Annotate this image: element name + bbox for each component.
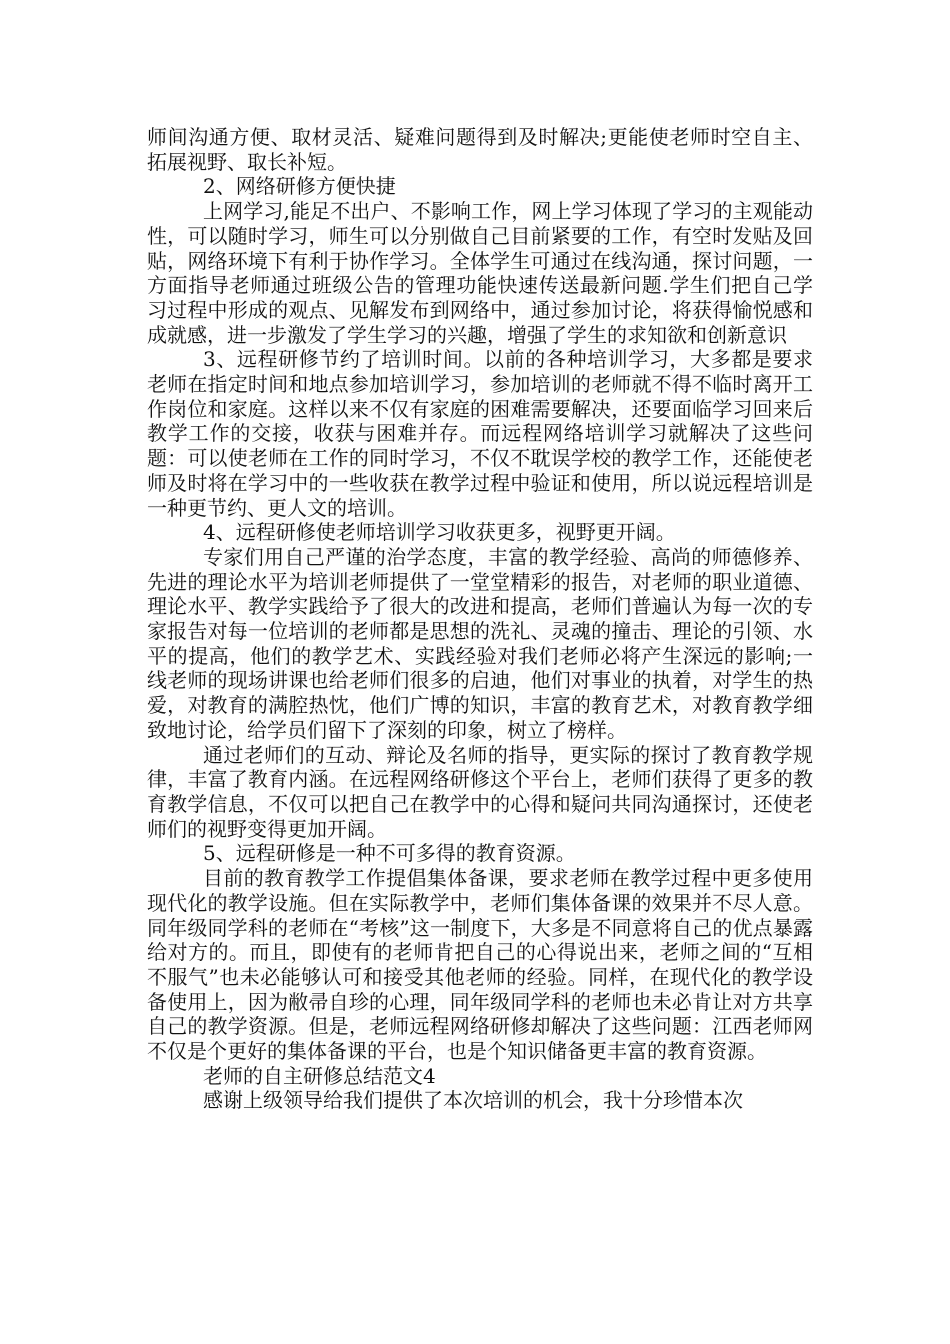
paragraph-interaction: 通过老师们的互动、辩论及名师的指导，更实际的探讨了教育教学规律，丰富了教育内涵。在远程网络研修这个平台上，老师们获得了更多的教育教学信息，不仅可以把自己在教学中的心得和疑问共同沟通探讨，还使老师们的视野变得更加开阔。 [147, 742, 813, 841]
paragraph-continuation: 师间沟通方便、取材灵活、疑难问题得到及时解决;更能使老师时空自主、拓展视野、取长补短。 [147, 125, 813, 174]
section-heading-5: 5、远程研修是一种不可多得的教育资源。 [203, 841, 576, 866]
section-heading-4: 4、远程研修使老师培训学习收获更多，视野更开阔。 [203, 520, 676, 545]
section-heading-2: 2、网络研修方便快捷 [203, 174, 396, 199]
paragraph-experts: 专家们用自己严谨的治学态度，丰富的教学经验、高尚的师德修养、先进的理论水平为培训老师提供了一堂堂精彩的报告，对老师的职业道德、理论水平、教学实践给予了很大的改进和提高，老师们普遍认为每一次的专家报告对每一位培训的老师都是思想的洗礼、灵魂的撞击、理论的引领、水平的提高，他们的教学艺术、实践经验对我们老师必将产生深远的影响;一线老师的现场讲课也给老师们很多的启迪，他们对事业的执着，对学生的热爱，对教育的满腔热忱，他们广博的知识，丰富的教育艺术，对教育教学细致地讨论，给学员们留下了深刻的印象，树立了榜样。 [147, 544, 813, 742]
paragraph-thanks: 感谢上级领导给我们提供了本次培训的机会，我十分珍惜本次 [203, 1088, 743, 1113]
paragraph-collective-lesson-prep: 目前的教育教学工作提倡集体备课，要求老师在教学过程中更多使用现代化的教学设施。但在实际教学中，老师们集体备课的效果并不尽人意。同年级同学科的老师在“考核”这一制度下，大多是不同意将自己的优点暴露给对方的。而且，即使有的老师肯把自己的心得说出来，老师之间的“互相不服气”也未必能够认可和接受其他老师的经验。同样，在现代化的教学设备使用上，因为敝帚自珍的心理，同年级同学科的老师也未必肯让对方共享自己的教学资源。但是，老师远程网络研修却解决了这些问题：江西老师网不仅是个更好的集体备课的平台，也是个知识储备更丰富的教育资源。 [147, 866, 813, 1064]
section-heading-3: 3、远程研修节约了培训时间。以前的各种培训学习，大多都是要求老师在指定时间和地点参加培训学习，参加培训的老师就不得不临时离开工作岗位和家庭。这样以来不仅有家庭的困难需要解决，还要面临学习回来后教学工作的交接，收获与困难并存。而远程网络培训学习就解决了这些问题：可以使老师在工作的同时学习，不仅不耽误学校的教学工作，还能使老师及时将在学习中的一些收获在教学过程中验证和使用，所以说远程培训是一种更节约、更人文的培训。 [147, 347, 813, 520]
paragraph-online-learning: 上网学习,能足不出户、不影响工作，网上学习体现了学习的主观能动性，可以随时学习，师生可以分别做自己目前紧要的工作，有空时发贴及回贴，网络环境下有利于协作学习。全体学生可通过在线沟通，探讨问题，一方面指导老师通过班级公告的管理功能快速传送最新问题.学生们把自己学习过程中形成的观点、见解发布到网络中，通过参加讨论，将获得愉悦感和成就感，进一步激发了学生学习的兴趣，增强了学生的求知欲和创新意识 [147, 199, 813, 347]
document-body [147, 125, 813, 1113]
article-title: 老师的自主研修总结范文4 [203, 1063, 436, 1088]
